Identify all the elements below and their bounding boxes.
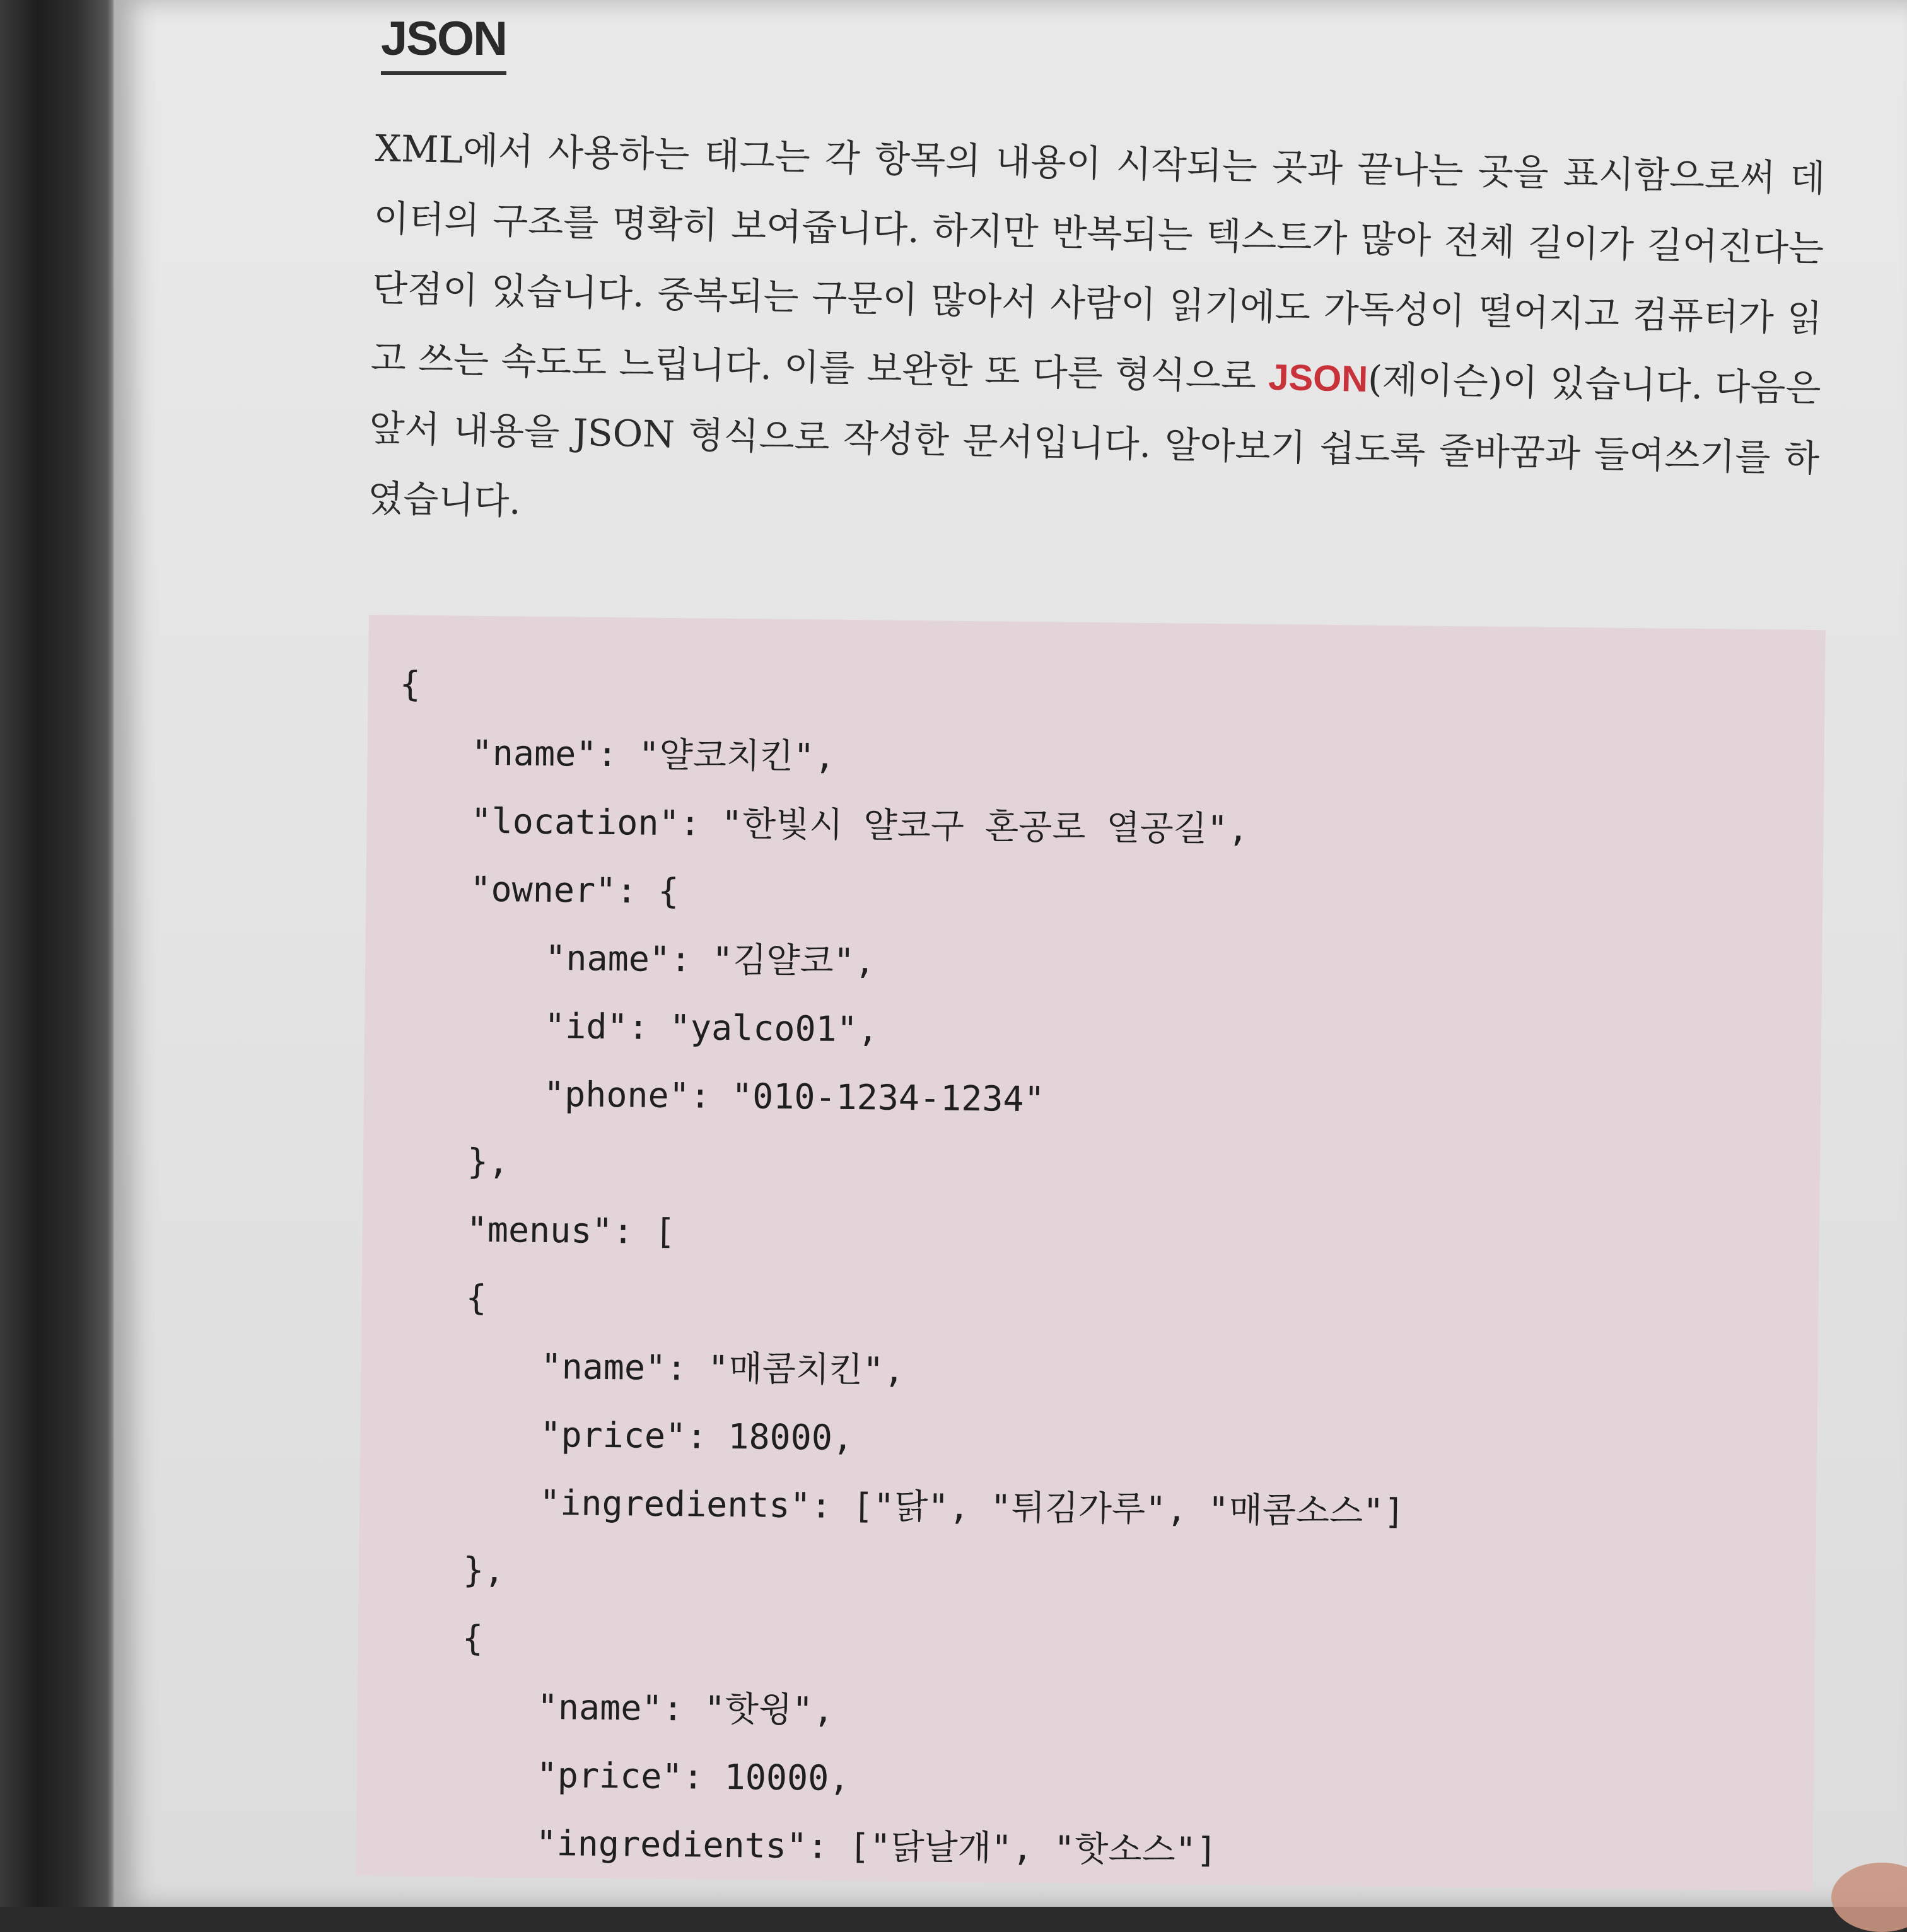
code-line: { [465, 1277, 487, 1318]
code-line: { [462, 1617, 484, 1658]
code-line: "ingredients": ["닭날개", "핫소스"] [535, 1822, 1218, 1871]
book-page [114, 0, 1907, 1907]
code-line: "phone": "010-1234-1234" [543, 1073, 1046, 1120]
code-line: "name": "김얄코", [544, 937, 876, 982]
code-line: "name": "얄코치킨", [471, 732, 836, 777]
code-line: "owner": { [470, 868, 679, 912]
json-keyword: JSON [1268, 356, 1368, 400]
code-line: "location": "한빛시 얄코구 혼공로 열공길", [470, 800, 1249, 849]
code-line: "name": "매콤치킨", [540, 1346, 905, 1390]
code-lines [387, 650, 1413, 1887]
code-line: "price": 18000, [540, 1414, 854, 1458]
section-heading: JSON [381, 11, 506, 75]
code-line: { [399, 663, 421, 704]
code-line: "name": "핫윙", [537, 1686, 834, 1730]
fingertip [1831, 1863, 1907, 1932]
code-line: "id": "yalco01", [544, 1005, 879, 1050]
code-line: }, [462, 1549, 505, 1591]
code-line: "ingredients": ["닭", "튀김가루", "매콤소스"] [539, 1482, 1405, 1532]
intro-text-before: XML에서 사용하는 태그는 각 항목의 내용이 시작되는 곳과 끝나는 곳을 표시함으로써 데이터의 구조를 명확히 보여줍니다. 하지만 반복되는 텍스트가 많아 전체 길이가 길어진다는 단점이 있습니다. 중복되는 구문이 많아서 사람이 읽기에도 가독성이 떨어지고 컴퓨터가 읽고 쓰는 속도도 느립니다. 이를 보완한 또 다른 형식으로 [370, 126, 1826, 399]
intro-text-after: (제이슨)이 있습니다. 다음은 앞서 내용을 JSON 형식으로 작성한 문서입니다. 알아보기 쉽도록 줄바꿈과 들여쓰기를 하였습니다. [367, 358, 1822, 523]
code-line: "menus": [ [466, 1209, 676, 1252]
code-line: "price": 10000, [536, 1754, 850, 1799]
intro-paragraph [367, 113, 1826, 564]
code-line: }, [467, 1141, 510, 1182]
code-block [356, 615, 1826, 1891]
